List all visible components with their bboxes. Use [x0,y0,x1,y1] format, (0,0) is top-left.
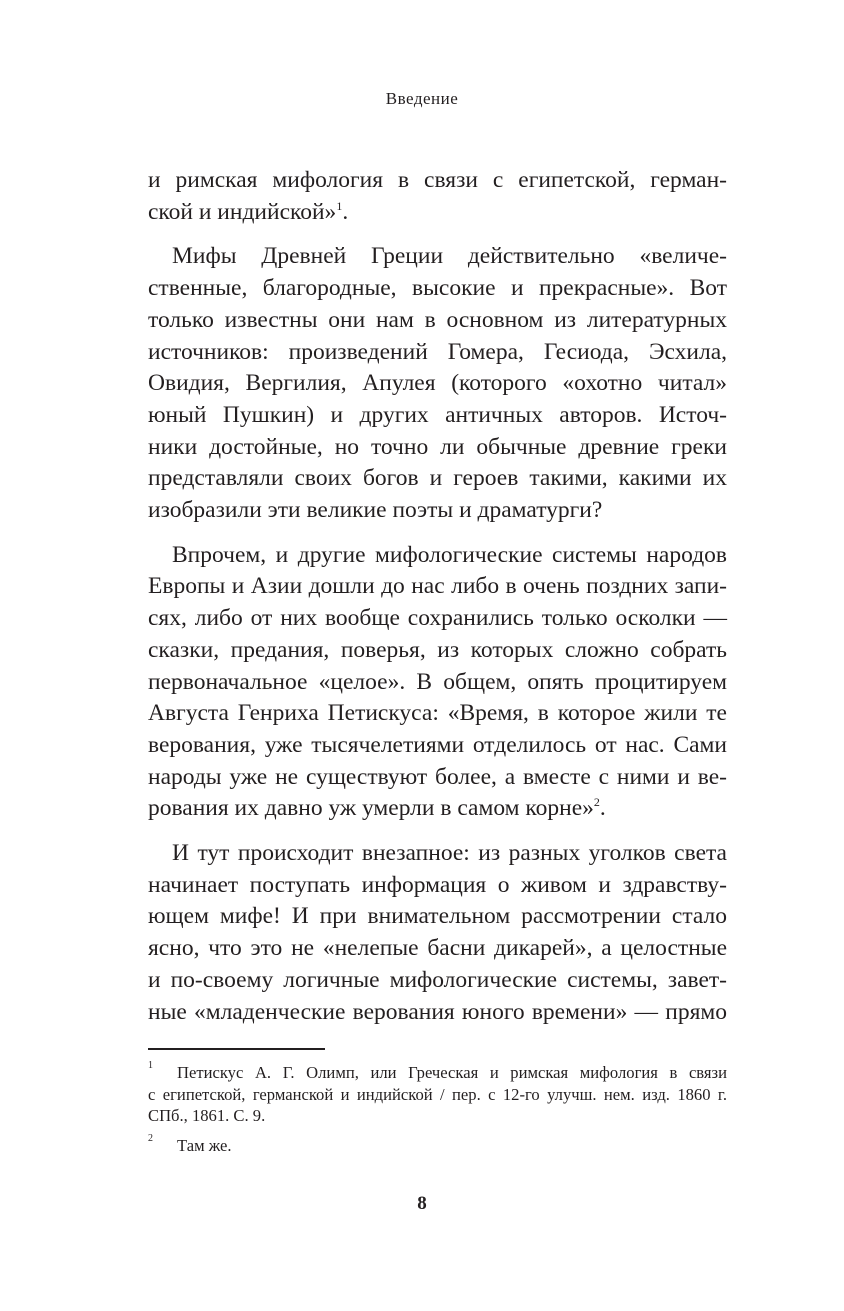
text-line: только известны они нам в основном из литературных [148,306,727,333]
paragraph-2 [148,241,727,526]
text-line [148,793,727,825]
text-line: представляли своих богов и героев такими, какими их [148,465,727,492]
text-line: и по-своему логичные мифологические системы, завет- [148,966,727,993]
text-line-content: ской и индийской» [148,198,337,225]
text-line: ясно, что это не «нелепые басни дикарей», а целостные [148,935,727,962]
footnotes [148,1062,727,1164]
text-line: источников: произведений Гомера, Гесиода, Эсхила, [148,338,727,365]
paragraph-3 [148,540,727,825]
text-line: ники достойные, но точно ли обычные древние греки [148,433,727,460]
text-line: сказки, предания, поверья, из которых сложно собрать [148,636,727,663]
page-number: 8 [417,1193,427,1214]
text-line: юный Пушкин) и других античных авторов. Источ- [148,401,727,428]
footnote-number: 2 [148,1132,153,1144]
text-line: верования, уже тысячелетиями отделилось от нас. Сами [148,731,727,758]
paragraph-4 [148,838,727,1028]
text-line: ющем мифе! И при внимательном рассмотрении стало [148,903,727,930]
footnote-ref-1: 1 [336,198,343,213]
footnote-line: с египетской, германской и индийской / пер. с 12-го улучш. нем. изд. 1860 г. [148,1084,727,1104]
text-line: первоначальное «целое». В общем, опять процитируем [148,668,727,695]
text-line: народы уже не существуют более, а вместе с ними и ве- [148,763,727,790]
paragraph-1 [148,165,727,228]
line-end-punct: . [342,198,349,225]
text-line: Овидия, Вергилия, Апулея (которого «охотно читал» [148,370,727,397]
body-text [148,165,727,1041]
text-line [148,197,727,229]
text-line: Мифы Древней Греции действительно «величе- [172,243,727,270]
footnote-1 [148,1062,727,1127]
text-line: Августа Генриха Петискуса: «Время, в которое жили те [148,700,727,727]
line-end-punct: . [599,795,606,822]
text-line: изобразили эти великие поэты и драматурги? [148,497,603,524]
text-line: сях, либо от них вообще сохранились только осколки — [148,605,727,632]
text-line-content: рования их давно уж умерли в самом корне» [148,795,594,822]
text-line: начинает поступать информация о живом и здравству- [148,871,727,898]
footnote-number: 1 [148,1060,153,1071]
text-line: И тут происходит внезапное: из разных уголков света [172,840,727,867]
footnote-line: Петискус А. Г. Олимп, или Греческая и римская мифология в связи [177,1063,727,1082]
text-line: Европы и Азии дошли до нас либо в очень поздних запи- [148,573,727,600]
text-line: Впрочем, и другие мифологические системы народов [172,541,727,568]
footnote-line: Там же. [177,1135,232,1155]
footnote-ref-2: 2 [593,795,600,810]
running-head: Введение [385,89,459,108]
footnote-2 [148,1132,727,1157]
text-line: и римская мифология в связи с египетской, герман- [148,167,727,193]
text-line: ственные, благородные, высокие и прекрасные». Вот [148,275,727,302]
footnote-line: СПб., 1861. С. 9. [148,1106,266,1125]
text-line: ные «младенческие верования юного времени» — прямо [148,998,727,1025]
footnote-separator [148,1048,325,1050]
